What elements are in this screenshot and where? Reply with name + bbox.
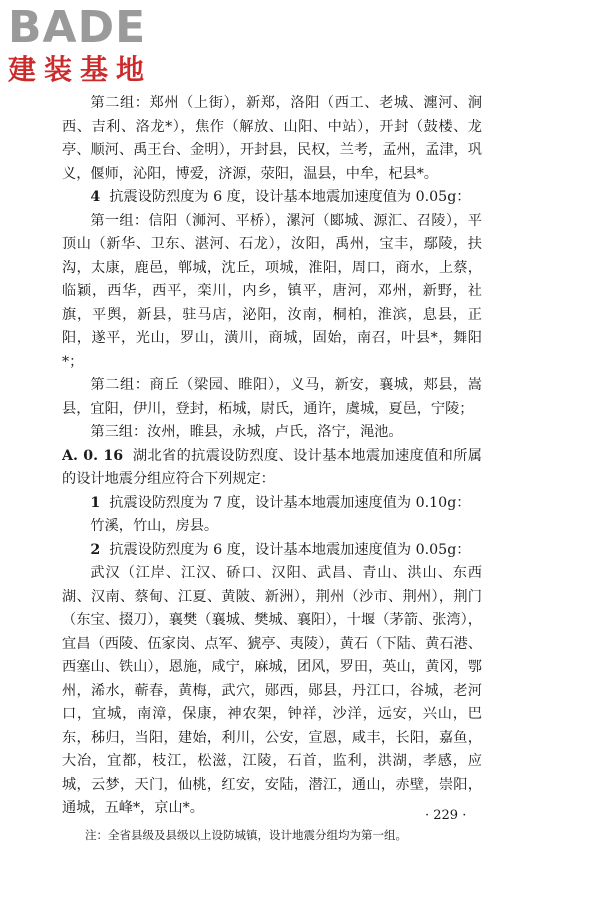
footnote: 注：全省县级及县级以上设防城镇，设计地震分组均为第一组。: [85, 827, 407, 842]
para-hubei-6-list: 武汉（江岸、江汉、硚口、汉阳、武昌、青山、洪山、东西湖、汉南、蔡甸、江夏、黄陂、新洲），荆州（沙市、荆州），荆门（东宝、掇刀），襄樊（襄城、樊城、襄阳），十堰（茅箭、张湾），宜昌（西陵、伍家岗、点军、猇亭、夷陵），黄石（下陆、黄石港、西塞山、铁山），恩施，咸宁，麻城，团风，罗田，英山，黄冈，鄂州，浠水，蕲春，黄梅，武穴，郧西，郧县，丹江口，谷城，老河口，宜城，南漳，保康，神农架，钟祥，沙洋，远安，兴山，巴东，秭归，当阳，建始，利川，公安，宣恩，咸丰，长阳，嘉鱼，大冶，宜都，枝江，松滋，江陵，石首，监利，洪湖，孝感，应城，云梦，天门，仙桃，红安，安陆，潜江，通山，赤壁，崇阳，通城，五峰*，京山*。: [62, 565, 482, 816]
item-number: 4: [90, 189, 101, 205]
para-henan-6-group1: 第一组：信阳（浉河、平桥），漯河（郾城、源汇、召陵），平顶山（新华、卫东、湛河、石龙），汝阳，禹州，宝丰，鄢陵，扶沟，太康，鹿邑，郸城，沈丘，项城，淮阳，周口，商水，上蔡，临颖，西华，西平，栾川，内乡，镇平，唐河，邓州，新野，社旗，平舆，新县，驻马店，泌阳，汝南，桐柏，淮滨，息县，正阳，遂平，光山，罗山，潢川，商城，固始，南召，叶县*，舞阳*；: [62, 212, 482, 370]
para-henan-6-group3: 第三组：汝州，睢县，永城，卢氏，洛宁，渑池。: [90, 424, 403, 440]
section-a-0-16: A. 0. 16 湖北省的抗震设防烈度、设计基本地震加速度值和所属的设计地震分组应符合下列规定：: [62, 447, 482, 487]
section-number: A. 0. 16: [62, 447, 124, 464]
logo-wordmark: BADE: [8, 2, 147, 53]
para-hubei-7-list: 竹溪，竹山，房县。: [90, 518, 219, 534]
bade-logo: [8, 4, 183, 89]
para-henan-intensity-6: 4 抗震设防烈度为 6 度，设计基本地震加速度值为 0.05g：: [90, 189, 471, 205]
page-number: · 229 ·: [425, 808, 467, 823]
item-number: 2: [90, 541, 101, 558]
para-hubei-intensity-7: 1 抗震设防烈度为 7 度，设计基本地震加速度值为 0.10g：: [90, 494, 471, 511]
para-henan-6-group2: 第二组：商丘（梁园、睢阳），义马，新安，襄城，郏县，嵩县，宜阳，伊川，登封，柘城，尉氏，通许，虞城，夏邑，宁陵；: [62, 377, 482, 417]
logo-subtitle: 建装基地: [8, 53, 153, 86]
item-number: 1: [90, 494, 101, 511]
para-hubei-intensity-6: 2 抗震设防烈度为 6 度，设计基本地震加速度值为 0.05g：: [90, 541, 471, 558]
para-henan-group2: 第二组：郑州（上街），新郑，洛阳（西工、老城、瀍河、涧西、吉利、洛龙*），焦作（解放、山阳、中站），开封（鼓楼、龙亭、顺河、禹王台、金明），开封县，民权，兰考，孟州，孟津，巩义，偃师，沁阳，博爱，济源，荥阳，温县，中牟，杞县*。: [62, 95, 482, 182]
document-body: [62, 92, 482, 845]
